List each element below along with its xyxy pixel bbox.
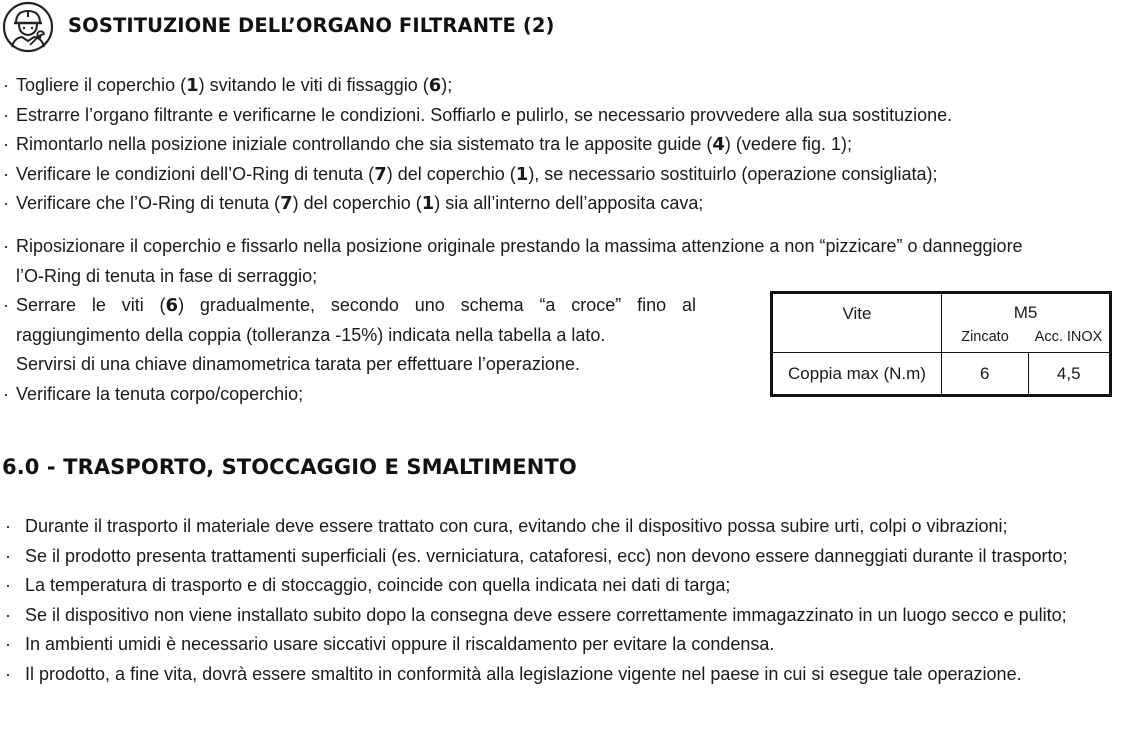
list-item: · Verificare le condizioni dell’O-Ring di tenuta (7) del coperchio (1), se necessario sostituirlo (operazione consigliata);: [3, 163, 938, 185]
table-header-inox: Acc. INOX: [1028, 323, 1111, 353]
list-item: · Verificare che l’O-Ring di tenuta (7) del coperchio (1) sia all’interno dell’apposita cava;: [3, 193, 704, 214]
list-item: · Se il prodotto presenta trattamenti superficiali (es. verniciatura, cataforesi, ecc) non devono essere danneggiati durante il trasporto;: [5, 545, 1068, 566]
list-item-text: );: [441, 75, 453, 95]
list-item-text: Se il dispositivo non viene installato subito dopo la consegna deve essere correttamente immagazzinato in un luogo secco e pulito;: [25, 604, 1067, 625]
ref-number: 7: [374, 163, 387, 185]
list-item: · La temperatura di trasporto e di stoccaggio, coincide con quella indicata nei dati di targa;: [5, 575, 731, 595]
section-2-title: 6.0 - TRASPORTO, STOCCAGGIO E SMALTIMENTO: [2, 455, 577, 479]
ref-number: 6: [428, 75, 442, 96]
maintenance-steps-list: [0, 71, 1135, 219]
list-item-text: ) (vedere fig. 1);: [724, 134, 852, 154]
table-header-size: M5: [942, 293, 1111, 323]
list-item-text-continued: Servirsi di una chiave dinamometrica tarata per effettuare l’operazione.: [16, 354, 580, 374]
list-item: · Estrarre l’organo filtrante e verificarne le condizioni. Soffiarlo e pulirlo, se necessario provvedere alla sua sostituzione.: [3, 104, 953, 125]
list-item-text-continued: raggiungimento della coppia (tolleranza -15%) indicata nella tabella a lato.: [16, 324, 606, 345]
maintenance-steps-list-continued: [0, 291, 720, 409]
list-item-text: Rimontarlo nella posizione iniziale controllando che sia sistemato tra le apposite guide (: [16, 134, 713, 154]
list-item: · Togliere il coperchio (1) svitando le viti di fissaggio (6);: [3, 75, 453, 96]
list-item: · Riposizionare il coperchio e fissarlo nella posizione originale prestando la massima attenzione a non “pizzicare” o danneggiore l’O-Ring di tenuta in fase di serraggio;: [0, 232, 1023, 291]
list-item-text: ) del coperchio (: [292, 193, 422, 213]
transport-storage-list: [0, 512, 1135, 689]
list-item-text: Verificare che l’O-Ring di tenuta (: [16, 193, 281, 213]
list-item-text: Durante il trasporto il materiale deve essere trattato con cura, evitando che il dispositivo possa subire urti, colpi o vibrazioni;: [25, 516, 1008, 536]
ref-number: 6: [165, 295, 179, 316]
list-item-text: ), se necessario sostituirlo (operazione consigliata);: [528, 163, 938, 184]
list-item-text: Verificare la tenuta corpo/coperchio;: [16, 383, 304, 404]
table-header-vite: Vite: [772, 293, 942, 353]
list-item-text: Riposizionare il coperchio e fissarlo nella posizione originale prestando la massima attenzione a non “pizzicare” o danneggiore: [16, 236, 1023, 256]
torque-table: [770, 291, 1112, 397]
table-header-zincato: Zincato: [942, 323, 1029, 353]
list-item: · Durante il trasporto il materiale deve essere trattato con cura, evitando che il dispositivo possa subire urti, colpi o vibrazioni;: [5, 516, 1008, 536]
list-item-text: Estrarre l’organo filtrante e verificarne le condizioni. Soffiarlo e pulirlo, se necessario provvedere alla sua sostituzione.: [16, 104, 953, 125]
list-item: · Rimontarlo nella posizione iniziale controllando che sia sistemato tra le apposite guide (4) (vedere fig. 1);: [3, 134, 852, 155]
list-item-text: Il prodotto, a fine vita, dovrà essere smaltito in conformità alla legislazione vigente nel paese in cui si esegue tale operazione.: [25, 663, 1022, 684]
list-item: · In ambienti umidi è necessario usare siccativi oppure il riscaldamento per evitare la condensa.: [5, 634, 775, 654]
list-item-text: ) sia all’interno dell’apposita cava;: [434, 193, 704, 213]
list-item-text: Togliere il coperchio (: [16, 75, 187, 95]
section-header: [0, 0, 1135, 56]
ref-number: 1: [515, 163, 529, 185]
list-item-text: ) del coperchio (: [386, 163, 516, 184]
list-item-text: Serrare le viti (6) gradualmente, secondo uno schema “a croce” fino al: [16, 295, 696, 316]
list-item-text: In ambienti umidi è necessario usare siccativi oppure il riscaldamento per evitare la condensa.: [25, 634, 775, 654]
list-item-text: La temperatura di trasporto e di stoccaggio, coincide con quella indicata nei dati di targa;: [25, 575, 731, 595]
list-item-text-continued: l’O-Ring di tenuta in fase di serraggio;: [16, 265, 318, 286]
section-title: SOSTITUZIONE DELL’ORGANO FILTRANTE (2): [68, 14, 555, 37]
list-item-text: Verificare le condizioni dell’O-Ring di tenuta (: [16, 163, 375, 184]
list-item-text: Se il prodotto presenta trattamenti superficiali (es. verniciatura, cataforesi, ecc) non devono essere danneggiati durante il trasporto;: [25, 545, 1068, 566]
list-item: · Il prodotto, a fine vita, dovrà essere smaltito in conformità alla legislazione vigente nel paese in cui si esegue tale operazione.: [5, 663, 1022, 684]
ref-number: 1: [421, 193, 435, 214]
list-item: · Se il dispositivo non viene installato subito dopo la consegna deve essere correttamente immagazzinato in un luogo secco e pulito;: [5, 604, 1067, 625]
ref-number: 7: [280, 193, 293, 214]
list-item: · Serrare le viti (6) gradualmente, secondo uno schema “a croce” fino al raggiungimento della coppia (tolleranza -15%) indicata nella tabella a lato. Servirsi di una chiave dinamometrica tarata per effettuare l’operazione.: [0, 291, 720, 380]
list-item: · Verificare la tenuta corpo/coperchio;: [3, 383, 304, 404]
table-row-label: Coppia max (N.m): [772, 353, 942, 396]
table-cell-zincato: 6: [942, 353, 1029, 396]
ref-number: 4: [712, 134, 725, 155]
table-cell-inox: 4,5: [1028, 353, 1111, 396]
worker-wrench-icon: [2, 1, 54, 53]
list-item-text: ) svitando le viti di fissaggio (: [198, 75, 429, 95]
ref-number: 1: [186, 75, 199, 96]
